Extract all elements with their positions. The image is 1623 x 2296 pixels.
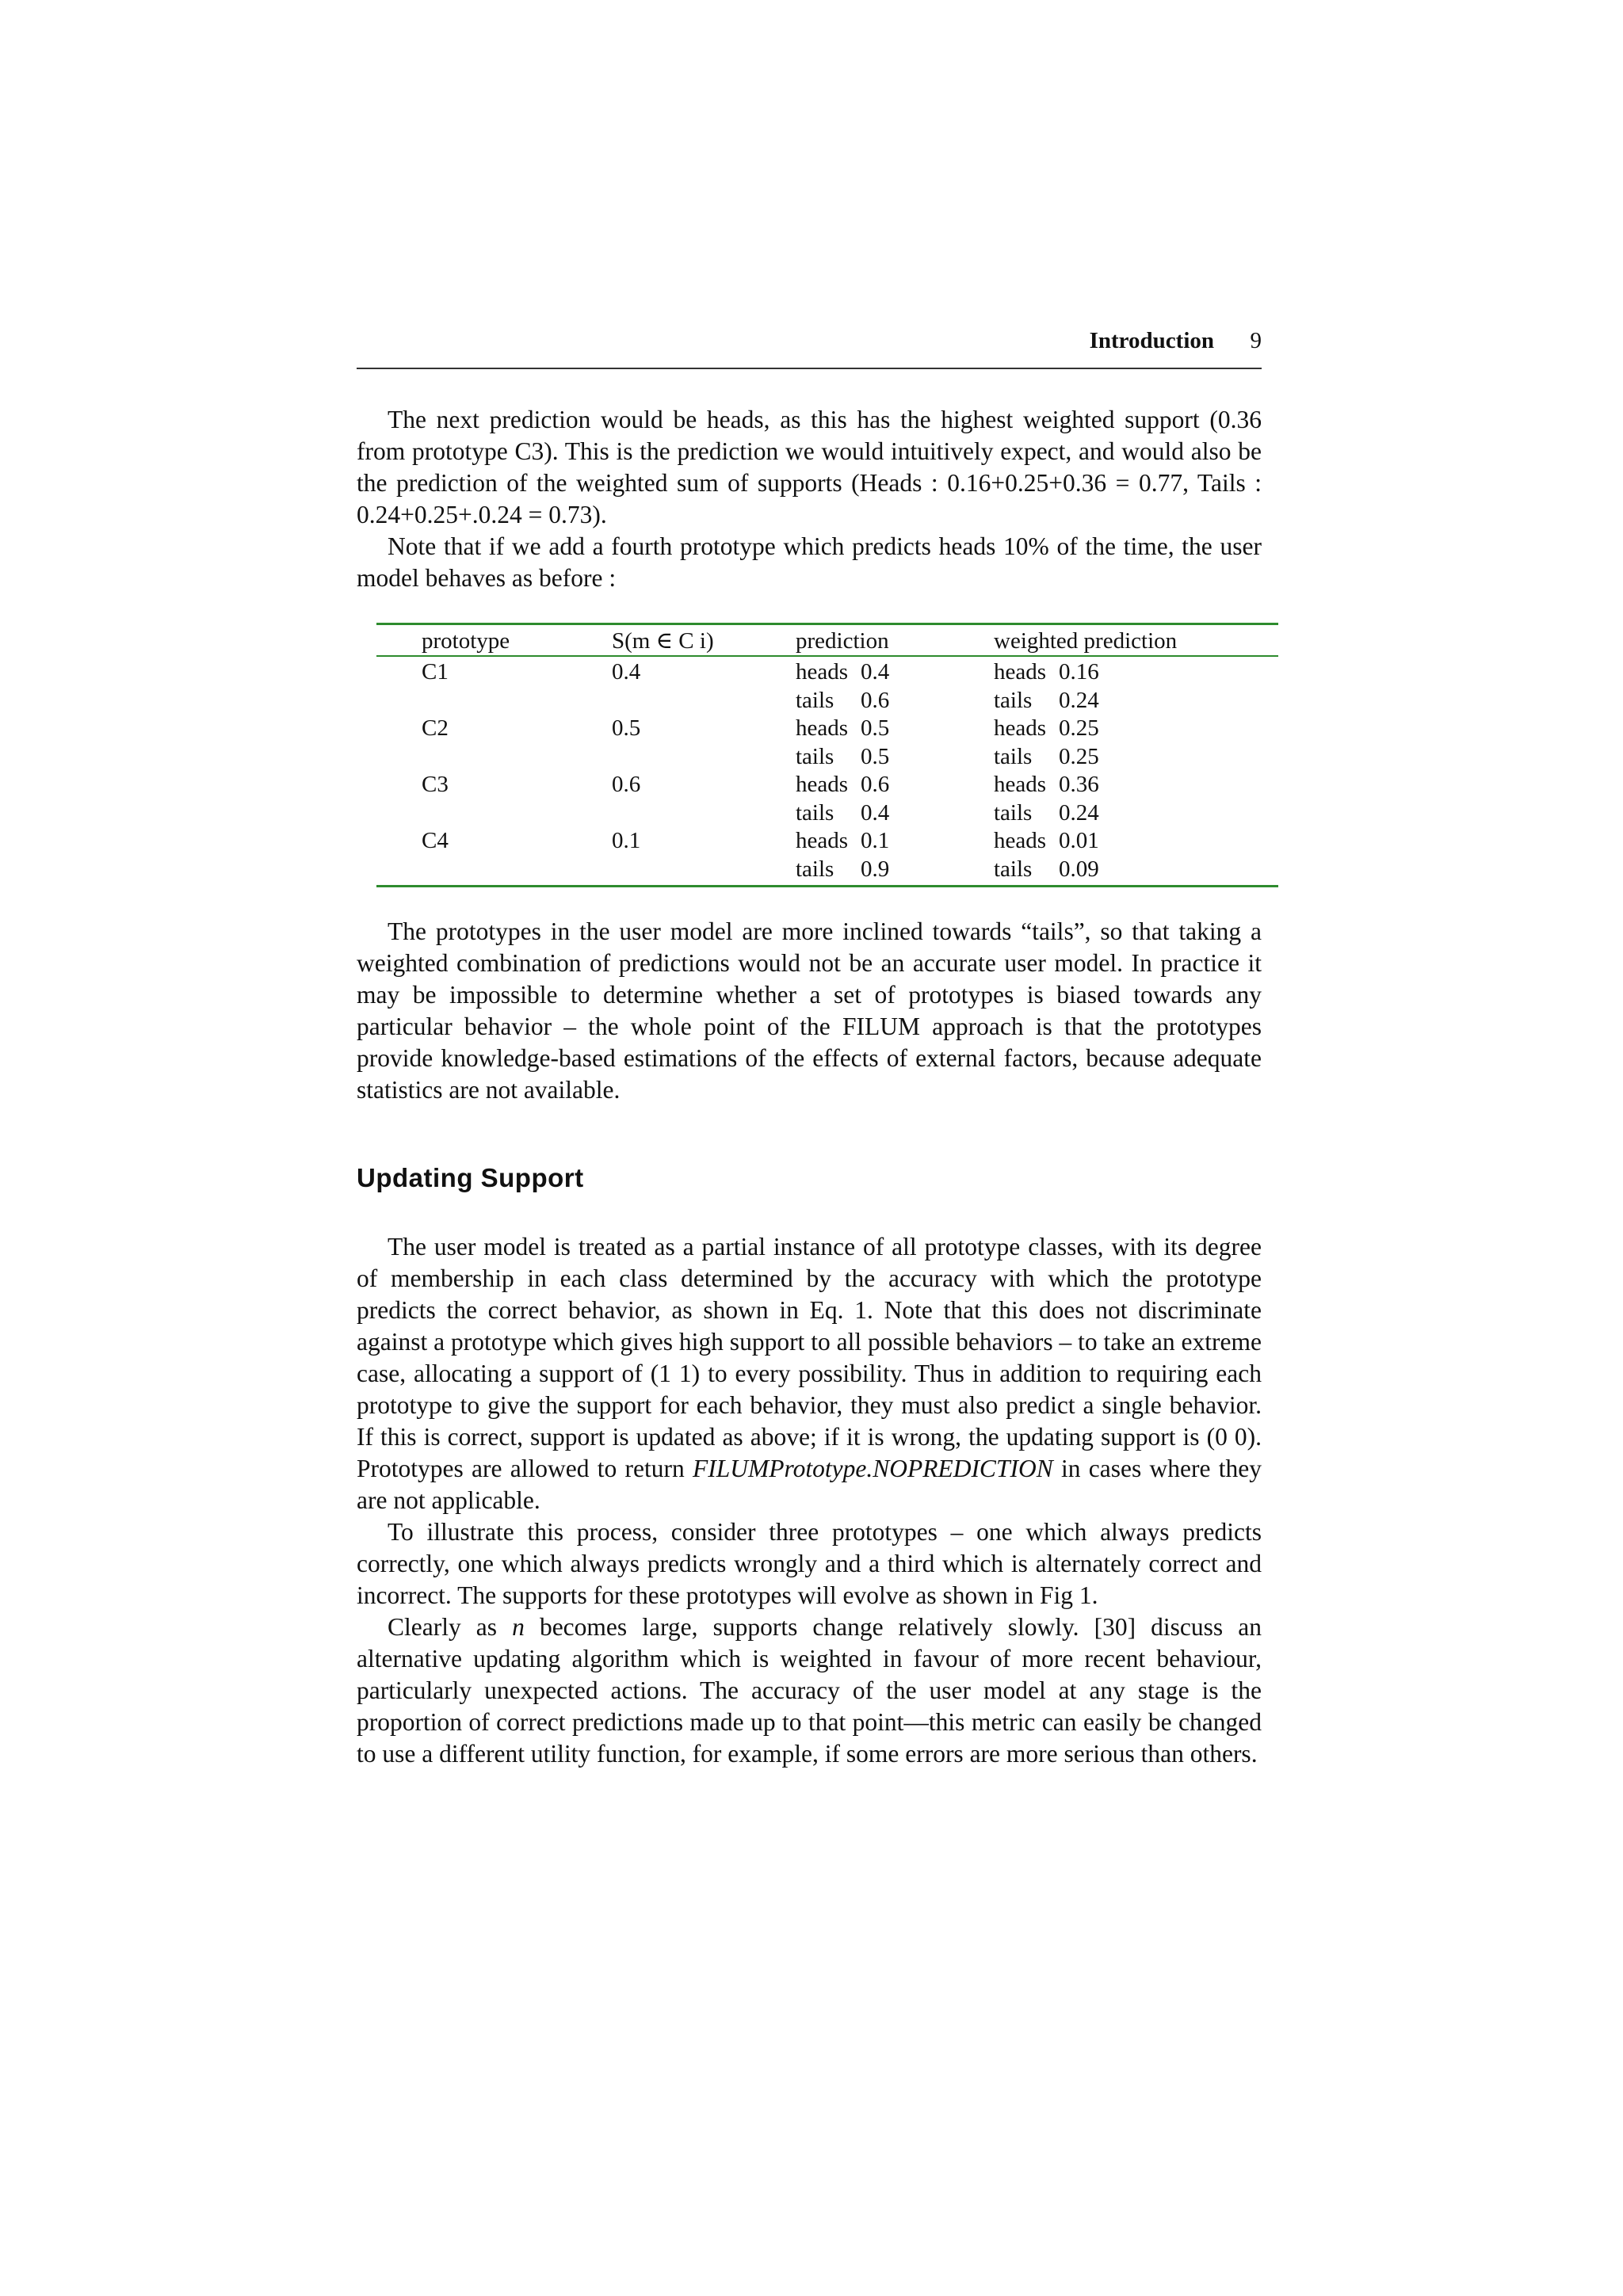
cell-support: 0.1 [612,828,641,853]
table-header-row [376,625,1278,656]
paragraph-fourth-prototype: Note that if we add a fourth prototype which predicts heads 10% of the time, the user model behaves as before : [357,532,1262,592]
page [357,317,1262,1770]
weighted-label: heads [994,772,1047,797]
cell-weighted-prediction [994,687,1278,715]
prediction-label: heads [796,828,849,853]
cell-support: 0.6 [612,772,641,797]
prediction-label: heads [796,772,849,797]
weighted-value: 0.09 [1059,856,1099,882]
cell-weighted-prediction [994,799,1278,828]
section-heading: Updating Support [357,1163,584,1192]
cell-prediction [796,856,994,886]
prediction-value: 0.6 [861,772,890,797]
table-header-prototype: prototype [376,625,612,656]
weighted-label: tails [994,856,1033,882]
cell-prototype [376,856,612,886]
page-number: 9 [1250,328,1262,353]
table-row [376,856,1278,886]
running-header [357,317,1262,369]
prediction-value: 0.5 [861,715,890,741]
cell-prototype: C2 [422,715,449,741]
cell-prediction [796,715,994,743]
math-variable: n [512,1613,525,1641]
table-row [376,715,1278,743]
prediction-value: 0.6 [861,687,890,713]
cell-support [612,799,796,828]
running-header-section: Introduction [1089,328,1214,353]
weighted-value: 0.36 [1059,772,1099,797]
paragraph-clearly-n [357,1611,1262,1770]
cell-prototype [376,799,612,828]
paragraph-tails-bias: The prototypes in the user model are more inclined towards “tails”, so that taking a weighted combination of predictions would not be an accurate user model. In practice it may be impossible to determine whether a set of prototypes is biased towards any particular behavior – the whole point of the FILUM approach is that the prototypes provide knowledge-based estimations of the effects of external factors, because adequate statistics are not available. [357,917,1262,1104]
cell-prediction [796,743,994,772]
cell-weighted-prediction [994,827,1278,856]
cell-weighted-prediction [994,856,1278,886]
cell-weighted-prediction [994,656,1278,687]
table-row [376,687,1278,715]
weighted-value: 0.24 [1059,687,1099,713]
prediction-value: 0.4 [861,799,890,826]
cell-prediction [796,771,994,799]
weighted-value: 0.25 [1059,715,1099,741]
cell-prototype: C3 [422,772,449,797]
cell-weighted-prediction [994,715,1278,743]
cell-support [612,856,796,886]
prediction-value: 0.9 [861,856,890,882]
weighted-value: 0.25 [1059,743,1099,769]
prediction-label: heads [796,659,849,685]
paragraph-illustrate-process: To illustrate this process, consider three prototypes – one which always predicts correctly, one which always predicts wrongly and a third which is alternately correct and incorrect. The supports for these prototypes will evolve as shown in Fig 1. [357,1518,1262,1609]
weighted-label: tails [994,743,1033,769]
text-run: becomes large, supports change relatively slowly. [30] discuss an alternative updating algorithm which is weighted in favour of more recent behaviour, particularly unexpected actions. The accuracy of the user model at any stage is the proportion of correct predictions made up to that point—this metric can easily be changed to use a different utility function, for example, if some errors are more serious than others. [357,1613,1262,1768]
table-row [376,656,1278,687]
text-run: Clearly as [388,1613,513,1641]
cell-prediction [796,656,994,687]
cell-prediction [796,799,994,828]
text-run: in cases where they are not applicable. [357,1455,1262,1514]
cell-prototype: C4 [422,828,449,853]
cell-support [612,743,796,772]
cell-prediction [796,687,994,715]
table-row [376,771,1278,799]
prediction-label: tails [796,799,834,826]
cell-prototype [376,743,612,772]
table-row [376,743,1278,772]
cell-weighted-prediction [994,771,1278,799]
prediction-value: 0.5 [861,743,890,769]
cell-prototype [376,687,612,715]
prediction-label: tails [796,856,834,882]
weighted-label: tails [994,687,1033,713]
table-header-support: S(m ∈ C i) [612,625,796,656]
cell-support [612,687,796,715]
cell-prediction [796,827,994,856]
weighted-value: 0.01 [1059,828,1099,853]
code-term: FILUMPrototype.NOPREDICTION [693,1455,1053,1482]
cell-prototype: C1 [422,659,449,685]
weighted-label: heads [994,828,1047,853]
table-header-prediction: prediction [796,625,994,656]
text-run: The user model is treated as a partial instance of all prototype classes, with its degree of membership in each class determined by the accuracy with which the prototype predicts the correct behavior, as shown in Eq. 1. Note that this does not discriminate against a prototype which gives high support to all possible behaviors – to take an extreme case, allocating a support of (1 1) to every possibility. Thus in addition to requiring each prototype to give the support for each behavior, they must also predict a single behavior. If this is correct, support is updated as above; if it is wrong, the updating support is (0 0). Prototypes are allowed to return [357,1233,1262,1482]
weighted-label: heads [994,659,1047,685]
table-header-weighted-prediction: weighted prediction [994,625,1278,656]
prediction-label: tails [796,687,834,713]
cell-support: 0.4 [612,659,641,685]
table-row [376,827,1278,856]
body-text [357,404,1262,1770]
weighted-value: 0.16 [1059,659,1099,685]
weighted-value: 0.24 [1059,799,1099,826]
weighted-label: heads [994,715,1047,741]
prototype-table [376,623,1278,887]
prediction-value: 0.4 [861,659,890,685]
paragraph-prediction: The next prediction would be heads, as this has the highest weighted support (0.36 from prototype C3). This is the prediction we would intuitively expect, and would also be the prediction of the weighted sum of supports (Heads : 0.16+0.25+0.36 = 0.77, Tails : 0.24+0.25+.0.24 = 0.73). [357,406,1262,528]
weighted-label: tails [994,799,1033,826]
cell-support: 0.5 [612,715,641,741]
prediction-label: heads [796,715,849,741]
prediction-value: 0.1 [861,828,890,853]
cell-weighted-prediction [994,743,1278,772]
table-row [376,799,1278,828]
paragraph-updating-support [357,1231,1262,1516]
prediction-label: tails [796,743,834,769]
